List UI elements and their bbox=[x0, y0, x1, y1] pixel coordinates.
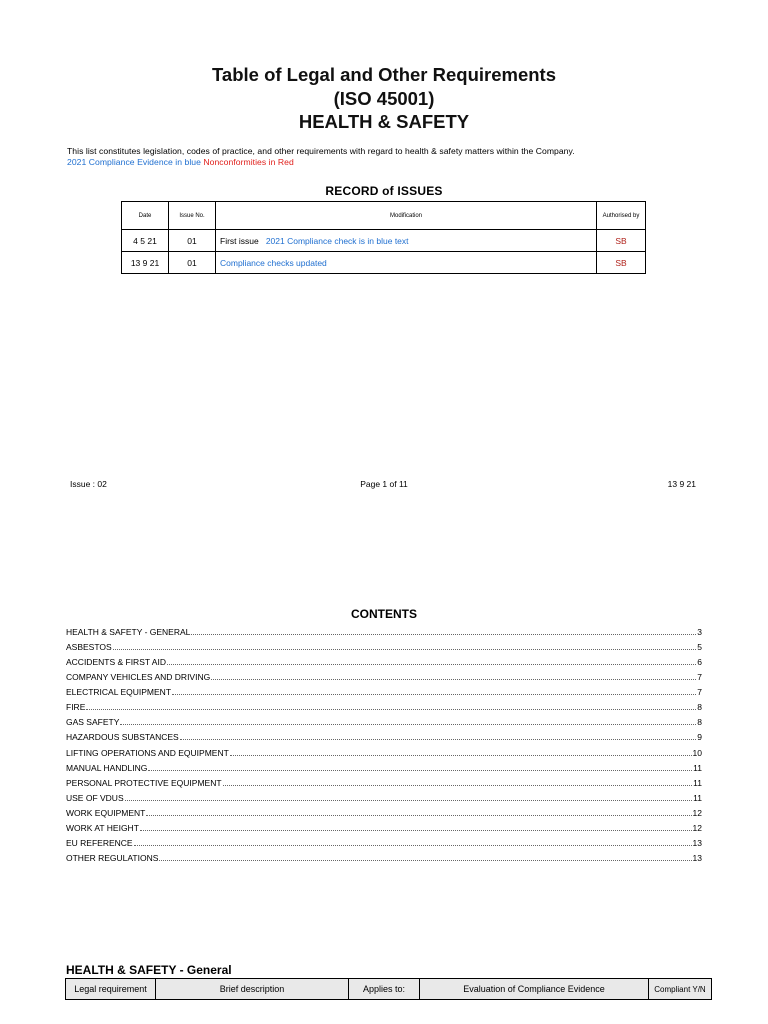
toc-entry-label: COMPANY VEHICLES AND DRIVING bbox=[66, 672, 211, 683]
toc-entry[interactable] bbox=[66, 730, 702, 745]
col-legal-requirement: Legal requirement bbox=[66, 979, 156, 1000]
toc-dot-leader bbox=[223, 785, 693, 786]
table-of-contents bbox=[66, 625, 702, 866]
blue-note: 2021 Compliance Evidence in blue bbox=[67, 157, 201, 167]
toc-entry-page: 9 bbox=[697, 732, 702, 743]
toc-entry-page: 8 bbox=[697, 717, 702, 728]
toc-entry-page: 7 bbox=[697, 687, 702, 698]
record-modification bbox=[216, 252, 597, 274]
toc-entry[interactable] bbox=[66, 836, 702, 851]
toc-entry-label: HEALTH & SAFETY - GENERAL bbox=[66, 627, 191, 637]
toc-entry[interactable] bbox=[66, 791, 702, 806]
toc-entry-label: MANUAL HANDLING bbox=[66, 762, 148, 773]
footer-date: 13 9 21 bbox=[667, 479, 696, 489]
contents-title: CONTENTS bbox=[351, 607, 417, 621]
record-date: 4 5 21 bbox=[122, 230, 169, 252]
header-authorised-by: Authorised by bbox=[597, 202, 646, 230]
toc-entry-label: WORK AT HEIGHT bbox=[66, 822, 139, 833]
record-of-issues-table bbox=[121, 201, 646, 274]
toc-entry-label: ACCIDENTS & FIRST AID bbox=[66, 657, 166, 668]
col-brief-description: Brief description bbox=[156, 979, 349, 1000]
header-modification: Modification bbox=[216, 202, 597, 230]
document-subject: HEALTH & SAFETY bbox=[298, 111, 470, 132]
requirements-header-row bbox=[66, 979, 712, 1000]
toc-entry[interactable] bbox=[66, 670, 702, 685]
toc-entry-label: LIFTING OPERATIONS AND EQUIPMENT bbox=[66, 747, 229, 758]
toc-dot-leader bbox=[148, 770, 692, 771]
record-row bbox=[122, 230, 646, 252]
col-applies-to: Applies to: bbox=[349, 979, 420, 1000]
toc-entry[interactable] bbox=[66, 806, 702, 821]
toc-entry[interactable] bbox=[66, 700, 702, 715]
record-issue: 01 bbox=[169, 252, 216, 274]
document-standard: (ISO 45001) bbox=[333, 88, 435, 109]
toc-entry-label: FIRE bbox=[66, 702, 86, 713]
toc-entry-page: 3 bbox=[697, 627, 702, 637]
toc-dot-leader bbox=[140, 830, 692, 831]
intro-legend bbox=[67, 157, 575, 168]
toc-entry-page: 6 bbox=[697, 657, 702, 668]
toc-entry[interactable] bbox=[66, 761, 702, 776]
toc-entry-page: 12 bbox=[692, 822, 702, 833]
intro-paragraph bbox=[67, 146, 575, 168]
toc-entry[interactable] bbox=[66, 685, 702, 700]
toc-entry-page: 5 bbox=[697, 642, 702, 653]
toc-entry[interactable] bbox=[66, 821, 702, 836]
toc-entry[interactable] bbox=[66, 776, 702, 791]
toc-entry-label: HAZARDOUS SUBSTANCES bbox=[66, 732, 179, 743]
record-authorised: SB bbox=[597, 252, 646, 274]
toc-entry-label: ASBESTOS bbox=[66, 642, 112, 653]
modification-prefix: First issue bbox=[220, 235, 259, 246]
toc-entry[interactable] bbox=[66, 655, 702, 670]
toc-dot-leader bbox=[120, 724, 696, 725]
toc-dot-leader bbox=[191, 634, 696, 635]
toc-dot-leader bbox=[125, 800, 693, 801]
toc-entry-page: 11 bbox=[693, 762, 702, 773]
toc-entry[interactable] bbox=[66, 640, 702, 655]
toc-entry[interactable] bbox=[66, 625, 702, 640]
toc-dot-leader bbox=[134, 845, 692, 846]
toc-entry-page: 8 bbox=[697, 702, 702, 713]
toc-entry-page: 12 bbox=[692, 807, 702, 818]
modification-blue-text: 2021 Compliance check is in blue text bbox=[265, 235, 409, 246]
record-date: 13 9 21 bbox=[122, 252, 169, 274]
toc-entry-label: OTHER REGULATIONS bbox=[66, 852, 159, 863]
section-title bbox=[66, 963, 232, 977]
toc-entry-label: GAS SAFETY bbox=[66, 717, 120, 728]
toc-entry-page: 13 bbox=[692, 852, 702, 863]
record-authorised: SB bbox=[597, 230, 646, 252]
footer-page: Page 1 of 11 bbox=[360, 479, 408, 489]
toc-dot-leader bbox=[230, 755, 692, 756]
toc-entry-label: EU REFERENCE bbox=[66, 837, 133, 848]
toc-dot-leader bbox=[180, 739, 697, 740]
toc-dot-leader bbox=[86, 709, 696, 710]
col-evaluation: Evaluation of Compliance Evidence bbox=[420, 979, 649, 1000]
toc-entry[interactable] bbox=[66, 746, 702, 761]
red-note: Nonconformities in Red bbox=[203, 157, 294, 167]
toc-entry-label: ELECTRICAL EQUIPMENT bbox=[66, 687, 172, 698]
toc-entry[interactable] bbox=[66, 851, 702, 866]
header-date: Date bbox=[122, 202, 169, 230]
toc-entry-page: 11 bbox=[693, 792, 702, 803]
toc-dot-leader bbox=[211, 679, 696, 680]
col-compliant: Compliant Y/N bbox=[649, 979, 712, 1000]
record-header-row bbox=[122, 202, 646, 230]
toc-dot-leader bbox=[113, 649, 697, 650]
intro-text: This list constitutes legislation, codes of practice, and other requirements with regard to health & safety matters within the Company. bbox=[67, 146, 575, 156]
toc-dot-leader bbox=[172, 694, 696, 695]
toc-entry-page: 7 bbox=[697, 672, 702, 683]
record-issue: 01 bbox=[169, 230, 216, 252]
toc-dot-leader bbox=[146, 815, 691, 816]
header-issue-no: Issue No. bbox=[169, 202, 216, 230]
toc-entry-label: PERSONAL PROTECTIVE EQUIPMENT bbox=[66, 777, 222, 788]
toc-dot-leader bbox=[159, 860, 691, 861]
toc-entry-page: 11 bbox=[693, 777, 702, 788]
toc-entry-page: 10 bbox=[692, 747, 702, 758]
document-title: Table of Legal and Other Requirements bbox=[211, 64, 557, 85]
footer-issue: Issue : 02 bbox=[70, 479, 107, 489]
requirements-table-header bbox=[65, 978, 712, 1000]
record-of-issues-title: RECORD of ISSUES bbox=[325, 184, 443, 198]
toc-entry[interactable] bbox=[66, 715, 702, 730]
section-title-bold: HEALTH & SAFETY bbox=[66, 963, 177, 977]
modification-blue-text: Compliance checks updated bbox=[220, 257, 327, 268]
toc-entry-label: USE OF VDUS bbox=[66, 792, 124, 803]
toc-entry-page: 13 bbox=[692, 837, 702, 848]
toc-entry-label: WORK EQUIPMENT bbox=[66, 807, 146, 818]
toc-dot-leader bbox=[167, 664, 696, 665]
record-modification bbox=[216, 230, 597, 252]
record-row bbox=[122, 252, 646, 274]
section-title-rest: - General bbox=[176, 963, 232, 977]
